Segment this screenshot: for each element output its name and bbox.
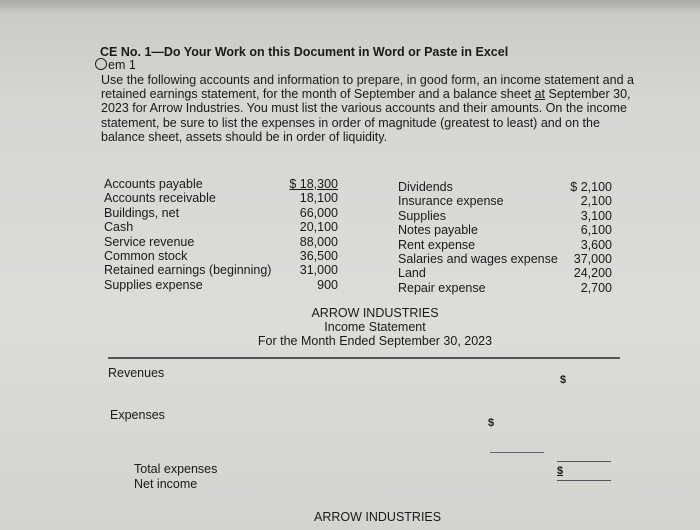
account-name: Repair expense [398,280,486,295]
account-name: Notes payable [398,223,478,238]
account-value: 24,200 [573,266,612,281]
account-name: Supplies [398,208,446,223]
account-value: 31,000 [299,263,338,278]
account-value: 66,000 [299,205,338,220]
document-heading: CE No. 1—Do Your Work on this Document in Word or Paste in Excel [100,45,509,59]
net-income-dollar-sign: $ [557,465,564,477]
account-name: Land [398,266,426,281]
account-name: Retained earnings (beginning) [104,263,272,278]
item-label [95,58,136,72]
account-value: 900 [317,277,338,292]
page-edge-shadow [0,0,700,14]
account-value: 2,100 [580,194,612,209]
account-name: Cash [104,220,134,235]
account-value: 3,100 [580,208,612,223]
statement-name: Income Statement [324,320,426,334]
account-name: Common stock [104,249,188,264]
radio-circle-icon [95,58,107,70]
account-value: 20,100 [299,220,338,235]
statement-period: For the Month Ended September 30, 2023 [257,334,493,348]
income-statement-header [255,306,495,348]
instructions-underlined-word: at [534,87,546,102]
account-value: 37,000 [573,252,612,267]
net-income-label: Net income [134,477,198,491]
next-statement-company: ARROW INDUSTRIES [314,510,442,524]
account-name: Rent expense [398,237,476,252]
accounts-left-values [282,177,338,292]
expenses-label: Expenses [110,408,165,422]
instructions-paragraph [101,73,641,144]
instructions-part-2: September 30, 2023 for Arrow Industries. You must list the various accounts and their amounts. On the income statement, be sure to list the expenses in order of magnitude (greatest to least) and on the balance sheet, assets should be in order of liquidity. [101,87,631,144]
revenues-label: Revenues [108,366,165,380]
header-divider [108,357,620,359]
account-name: Service revenue [104,234,195,249]
account-value: 88,000 [299,234,338,249]
accounts-right-names [398,180,558,295]
account-name: Salaries and wages expense [398,252,558,267]
expenses-dollar-sign: $ [488,417,495,429]
revenues-dollar-sign: $ [560,374,567,386]
account-name: Accounts payable [104,177,203,191]
instructions-part-1: Use the following accounts and information to prepare, in good form, an income statement and a retained earnings statement, for the month of September and a balance sheet [101,73,634,102]
account-name: Buildings, net [104,205,180,220]
expenses-subtotal-rule [490,452,544,453]
account-name: Dividends [398,180,453,194]
account-name: Accounts receivable [104,191,216,206]
account-value: 2,700 [580,280,612,295]
account-value: 18,100 [299,191,338,206]
accounts-left-names [104,177,271,292]
account-value: 36,500 [299,249,338,264]
account-name: Insurance expense [398,194,504,209]
item-label-text: em 1 [108,58,136,72]
total-expenses-label: Total expenses [134,462,218,476]
company-name: ARROW INDUSTRIES [311,306,439,320]
account-value: $ 2,100 [570,180,612,194]
account-value: $ 18,300 [289,177,338,191]
accounts-right-values [556,180,612,295]
account-value: 6,100 [580,223,612,238]
net-income-total-box [557,461,611,481]
account-value: 3,600 [580,237,612,252]
account-name: Supplies expense [104,277,203,292]
